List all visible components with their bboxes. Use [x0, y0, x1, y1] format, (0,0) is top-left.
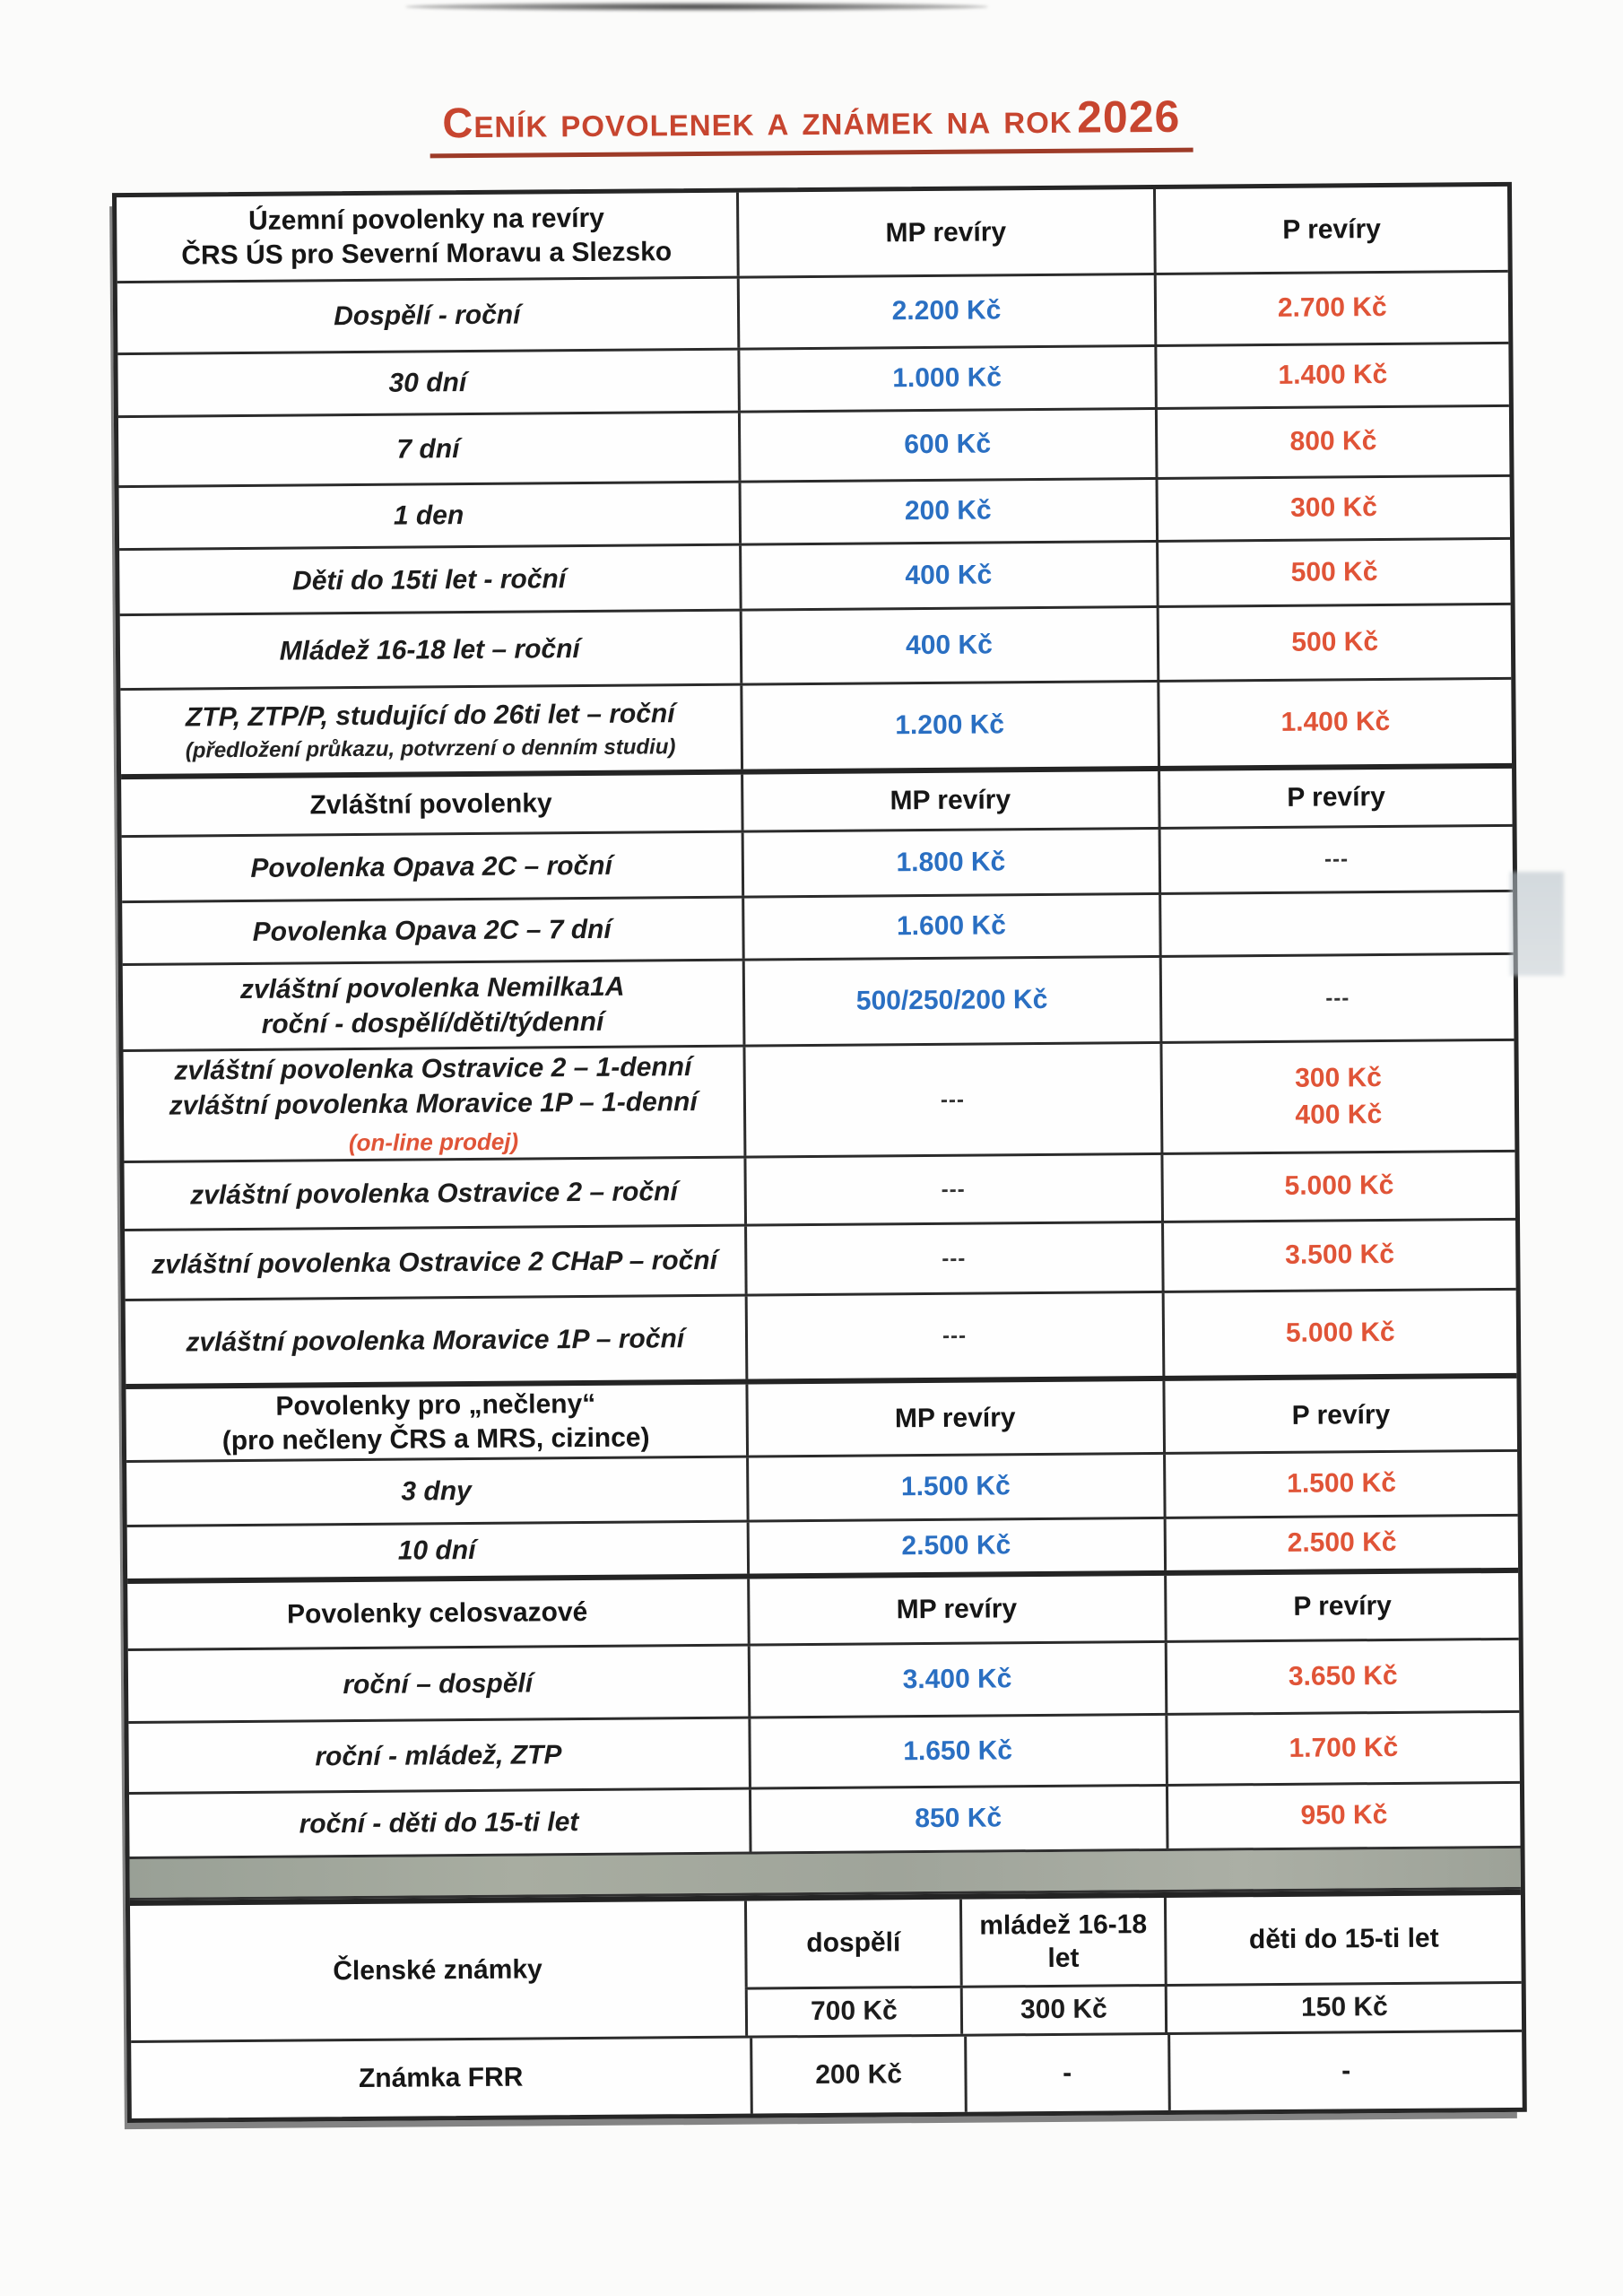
mp-reviry-header: MP revíry — [894, 1403, 1016, 1434]
column-header-mp — [735, 189, 1153, 276]
mp-price: 1.200 Kč — [895, 709, 1005, 741]
p-price: 500 Kč — [1291, 626, 1379, 657]
p-price: 3.650 Kč — [1288, 1660, 1398, 1692]
price-cell-p — [1165, 1713, 1520, 1784]
table-row — [129, 1781, 1521, 1857]
row-label — [117, 279, 737, 352]
table-row — [123, 1039, 1515, 1161]
row-label — [119, 483, 739, 548]
row-label — [128, 1647, 748, 1721]
frr-value-cell — [751, 2037, 965, 2114]
p-price: 1.400 Kč — [1280, 707, 1391, 738]
section-title: Zvláštní povolenky — [309, 788, 552, 821]
row-label-text: roční - dospělí/děti/týdenní — [261, 1006, 604, 1039]
price-cell-mp — [741, 830, 1159, 896]
scan-artifact-smudge — [1510, 872, 1564, 976]
price-cell-p — [1159, 892, 1514, 955]
mp-price: 1.500 Kč — [900, 1471, 1011, 1502]
column-header-mp — [745, 1381, 1163, 1456]
mp-price: 3.400 Kč — [902, 1664, 1012, 1695]
row-label-text: roční - mládež, ZTP — [315, 1739, 562, 1771]
membership-price-cell — [745, 1988, 960, 2036]
price-cell-p — [1154, 344, 1509, 407]
p-reviry-header: P revíry — [1293, 1591, 1393, 1622]
row-label — [125, 1227, 744, 1299]
price-cell-mp — [747, 1643, 1165, 1717]
membership-price-cell — [960, 1987, 1165, 2034]
mp-price: 2.500 Kč — [901, 1530, 1011, 1561]
p-price: 400 Kč — [1295, 1099, 1383, 1130]
row-label — [120, 686, 740, 774]
row-label-text: 3 dny — [401, 1476, 472, 1507]
membership-column-title: dospělí — [806, 1927, 901, 1959]
price-cell-p — [1165, 1784, 1520, 1848]
membership-price: 150 Kč — [1300, 1992, 1388, 2023]
price-cell-mp — [740, 683, 1158, 770]
table-row — [117, 342, 1509, 415]
membership-section — [130, 1890, 1522, 2040]
section-title: (pro nečleny ČRS a MRS, cizince) — [221, 1422, 650, 1456]
p-price: 2.700 Kč — [1277, 292, 1387, 324]
row-label — [127, 1523, 747, 1578]
price-cell-p — [1161, 1291, 1516, 1376]
column-header-p — [1152, 187, 1507, 273]
column-header-p — [1158, 769, 1513, 827]
mp-price: 200 Kč — [904, 495, 992, 526]
price-cell-mp — [746, 1519, 1163, 1574]
row-label-text: Mládež 16-18 let – roční — [279, 633, 580, 666]
section-title: Územní povolenky na revíry — [247, 203, 604, 236]
price-cell-mp — [739, 543, 1157, 609]
title-text: Ceník povolenek a známek na rok — [442, 93, 1072, 147]
p-price: 1.500 Kč — [1287, 1468, 1397, 1500]
mp-price: 1.600 Kč — [896, 910, 1006, 942]
p-price: 2.500 Kč — [1287, 1527, 1397, 1559]
price-cell-p — [1161, 1221, 1516, 1291]
section-header-row — [117, 187, 1508, 281]
section-header-row — [126, 1373, 1517, 1460]
price-cell-p — [1157, 680, 1512, 766]
no-price-dashes: --- — [942, 1323, 968, 1348]
price-cell-p — [1156, 540, 1511, 605]
membership-column-header — [1164, 1895, 1522, 1984]
row-label-text: zvláštní povolenka Nemilka1A — [239, 971, 625, 1004]
column-header-p — [1162, 1378, 1517, 1452]
row-label-text: Povolenka Opava 2C – roční — [250, 850, 613, 883]
price-cell-mp — [744, 1223, 1162, 1294]
frr-value-cell — [964, 2035, 1167, 2112]
membership-grid — [744, 1895, 1522, 2036]
table-row — [127, 1514, 1518, 1578]
price-cell-p — [1164, 1640, 1519, 1713]
price-table — [112, 182, 1527, 2123]
membership-header-row — [744, 1895, 1522, 1987]
row-label-text: zvláštní povolenka Moravice 1P – 1-denní — [169, 1087, 698, 1121]
row-label-text: 7 dní — [396, 434, 460, 465]
section-header-row — [121, 763, 1512, 835]
mp-price: 1.000 Kč — [892, 362, 1002, 394]
row-sublabel-text: (předložení průkazu, potvrzení o denním studiu) — [185, 734, 676, 763]
column-header-mp — [747, 1576, 1165, 1644]
row-label — [117, 351, 737, 415]
mp-price: 500/250/200 Kč — [855, 985, 1048, 1016]
title-year: 2026 — [1076, 91, 1181, 143]
section-title: ČRS ÚS pro Severní Moravu a Slezsko — [181, 236, 673, 271]
section-header-label — [126, 1385, 745, 1460]
frr-label — [131, 2039, 751, 2118]
p-price: 500 Kč — [1290, 556, 1378, 587]
row-label — [118, 413, 738, 485]
price-cell-p — [1156, 605, 1511, 680]
table-row — [120, 677, 1512, 774]
price-cell-mp — [743, 1155, 1161, 1224]
mp-reviry-header: MP revíry — [890, 785, 1011, 816]
p-price: 5.000 Kč — [1284, 1170, 1394, 1202]
table-row — [122, 824, 1514, 900]
price-cell-mp — [748, 1787, 1166, 1852]
frr-row — [131, 2030, 1523, 2118]
row-label — [124, 1159, 743, 1229]
table-row — [118, 404, 1510, 485]
price-cell-mp — [744, 1293, 1162, 1379]
row-label — [128, 1719, 748, 1792]
price-cell-p — [1163, 1452, 1518, 1517]
table-row — [117, 270, 1509, 352]
price-cell-mp — [746, 1455, 1164, 1520]
table-row — [119, 537, 1511, 613]
row-label-text: zvláštní povolenka Ostravice 2 – 1-denní — [174, 1052, 692, 1086]
mp-price: 850 Kč — [915, 1803, 1002, 1834]
row-label — [123, 1048, 742, 1161]
mp-price: 2.200 Kč — [891, 295, 1002, 326]
section-title: Povolenky pro „nečleny“ — [275, 1388, 596, 1422]
table-row — [119, 474, 1511, 548]
price-cell-mp — [737, 410, 1155, 481]
row-label — [122, 899, 742, 963]
p-price: 950 Kč — [1300, 1800, 1388, 1831]
mp-price: 600 Kč — [904, 429, 992, 460]
mp-price: 1.650 Kč — [903, 1735, 1013, 1766]
row-label-text: Děti do 15ti let - roční — [291, 563, 567, 596]
row-label-text: Povolenka Opava 2C – 7 dní — [252, 914, 612, 947]
membership-price: 700 Kč — [810, 1996, 898, 2027]
row-label-text: zvláštní povolenka Ostravice 2 CHaP – roční — [152, 1245, 718, 1280]
price-cell-mp — [742, 895, 1159, 959]
row-label — [123, 961, 742, 1049]
mp-price: 400 Kč — [905, 560, 993, 590]
table-row — [128, 1710, 1520, 1792]
column-header-p — [1164, 1573, 1519, 1640]
row-label-text: roční - děti do 15-ti let — [299, 1807, 579, 1839]
mp-price: 1.800 Kč — [896, 847, 1006, 878]
table-row — [126, 1288, 1517, 1384]
table-row — [123, 952, 1515, 1049]
price-cell-p — [1159, 955, 1514, 1041]
page-title — [111, 74, 1512, 161]
membership-label — [130, 1901, 745, 2040]
price-cell-mp — [742, 1044, 1160, 1156]
p-price: 5.000 Kč — [1285, 1317, 1395, 1348]
mp-price: 400 Kč — [905, 630, 993, 660]
price-cell-mp — [738, 480, 1156, 544]
table-row — [128, 1638, 1520, 1721]
price-cell-mp — [739, 608, 1157, 683]
membership-column-title: mládež 16-18 let — [979, 1909, 1148, 1974]
no-price-dashes: --- — [1325, 985, 1350, 1011]
scanned-page — [111, 74, 1527, 2123]
price-cell-p — [1153, 273, 1508, 344]
price-cell-mp — [748, 1716, 1166, 1787]
section-title: Povolenky celosvazové — [286, 1597, 588, 1630]
table-row — [126, 1449, 1518, 1525]
online-sale-note: (on-line prodej) — [348, 1127, 519, 1157]
no-price-dashes: --- — [1324, 847, 1350, 872]
p-price: 800 Kč — [1289, 426, 1377, 457]
frr-value: - — [1341, 2056, 1351, 2086]
frr-label-text: Známka FRR — [358, 2062, 524, 2094]
mp-reviry-header: MP revíry — [896, 1594, 1018, 1625]
p-reviry-header: P revíry — [1287, 782, 1385, 813]
row-label-text: ZTP, ZTP/P, studující do 26ti let – roční — [185, 698, 675, 733]
row-label — [120, 612, 740, 688]
page-title-underlined — [430, 91, 1193, 159]
row-label — [119, 546, 739, 613]
no-price-dashes: --- — [940, 1087, 966, 1112]
price-cell-p — [1158, 827, 1513, 892]
price-cell-mp — [742, 958, 1159, 1045]
table-row — [124, 1150, 1515, 1229]
p-price: 300 Kč — [1290, 492, 1378, 524]
no-price-dashes: --- — [941, 1177, 966, 1202]
row-label-text: roční – dospělí — [343, 1667, 534, 1700]
membership-column-header — [959, 1898, 1165, 1986]
price-cell-p — [1155, 477, 1510, 540]
section-header-label — [121, 775, 741, 835]
row-label — [122, 833, 742, 900]
p-price: 3.500 Kč — [1285, 1239, 1395, 1271]
p-reviry-header: P revíry — [1291, 1399, 1391, 1431]
section-header-label — [117, 193, 736, 281]
price-cell-p — [1154, 407, 1509, 477]
row-label — [126, 1297, 745, 1384]
table-row — [122, 890, 1514, 963]
no-price-dashes: --- — [942, 1246, 967, 1271]
price-cell-mp — [737, 347, 1155, 411]
row-label — [126, 1458, 746, 1525]
frr-value: 200 Kč — [815, 2059, 903, 2091]
table-row — [125, 1218, 1516, 1299]
section-header-row — [127, 1568, 1519, 1648]
row-label-text: 30 dní — [388, 368, 467, 398]
row-label-text: zvláštní povolenka Ostravice 2 – roční — [190, 1177, 678, 1211]
table-row — [120, 603, 1512, 688]
row-label-text: 1 den — [393, 500, 464, 531]
row-label-text: 10 dní — [397, 1535, 476, 1566]
row-label-text: Dospělí - roční — [333, 300, 521, 332]
frr-value: - — [1063, 2057, 1072, 2088]
p-price: 1.400 Kč — [1278, 360, 1388, 391]
price-cell-mp — [736, 275, 1154, 348]
membership-price-cell — [1165, 1984, 1522, 2032]
membership-column-title: děti do 15-ti let — [1248, 1923, 1439, 1955]
price-cell-p — [1163, 1517, 1518, 1570]
membership-label-text: Členské známky — [333, 1954, 542, 1987]
price-cell-p — [1160, 1152, 1515, 1221]
membership-price: 300 Kč — [1020, 1994, 1107, 2025]
membership-price-row — [745, 1981, 1522, 2036]
scan-artifact-top-line — [405, 3, 988, 11]
row-label-text: zvláštní povolenka Moravice 1P – roční — [186, 1323, 685, 1358]
section-header-label — [127, 1579, 747, 1648]
p-price: 300 Kč — [1295, 1063, 1383, 1093]
mp-reviry-header: MP revíry — [885, 217, 1007, 248]
row-label — [129, 1790, 749, 1857]
column-header-mp — [741, 771, 1158, 831]
price-cell-p — [1159, 1041, 1515, 1152]
membership-column-header — [744, 1900, 960, 1987]
frr-value-cell — [1167, 2032, 1523, 2110]
p-price: 1.700 Kč — [1289, 1732, 1399, 1763]
p-reviry-header: P revíry — [1282, 213, 1381, 245]
